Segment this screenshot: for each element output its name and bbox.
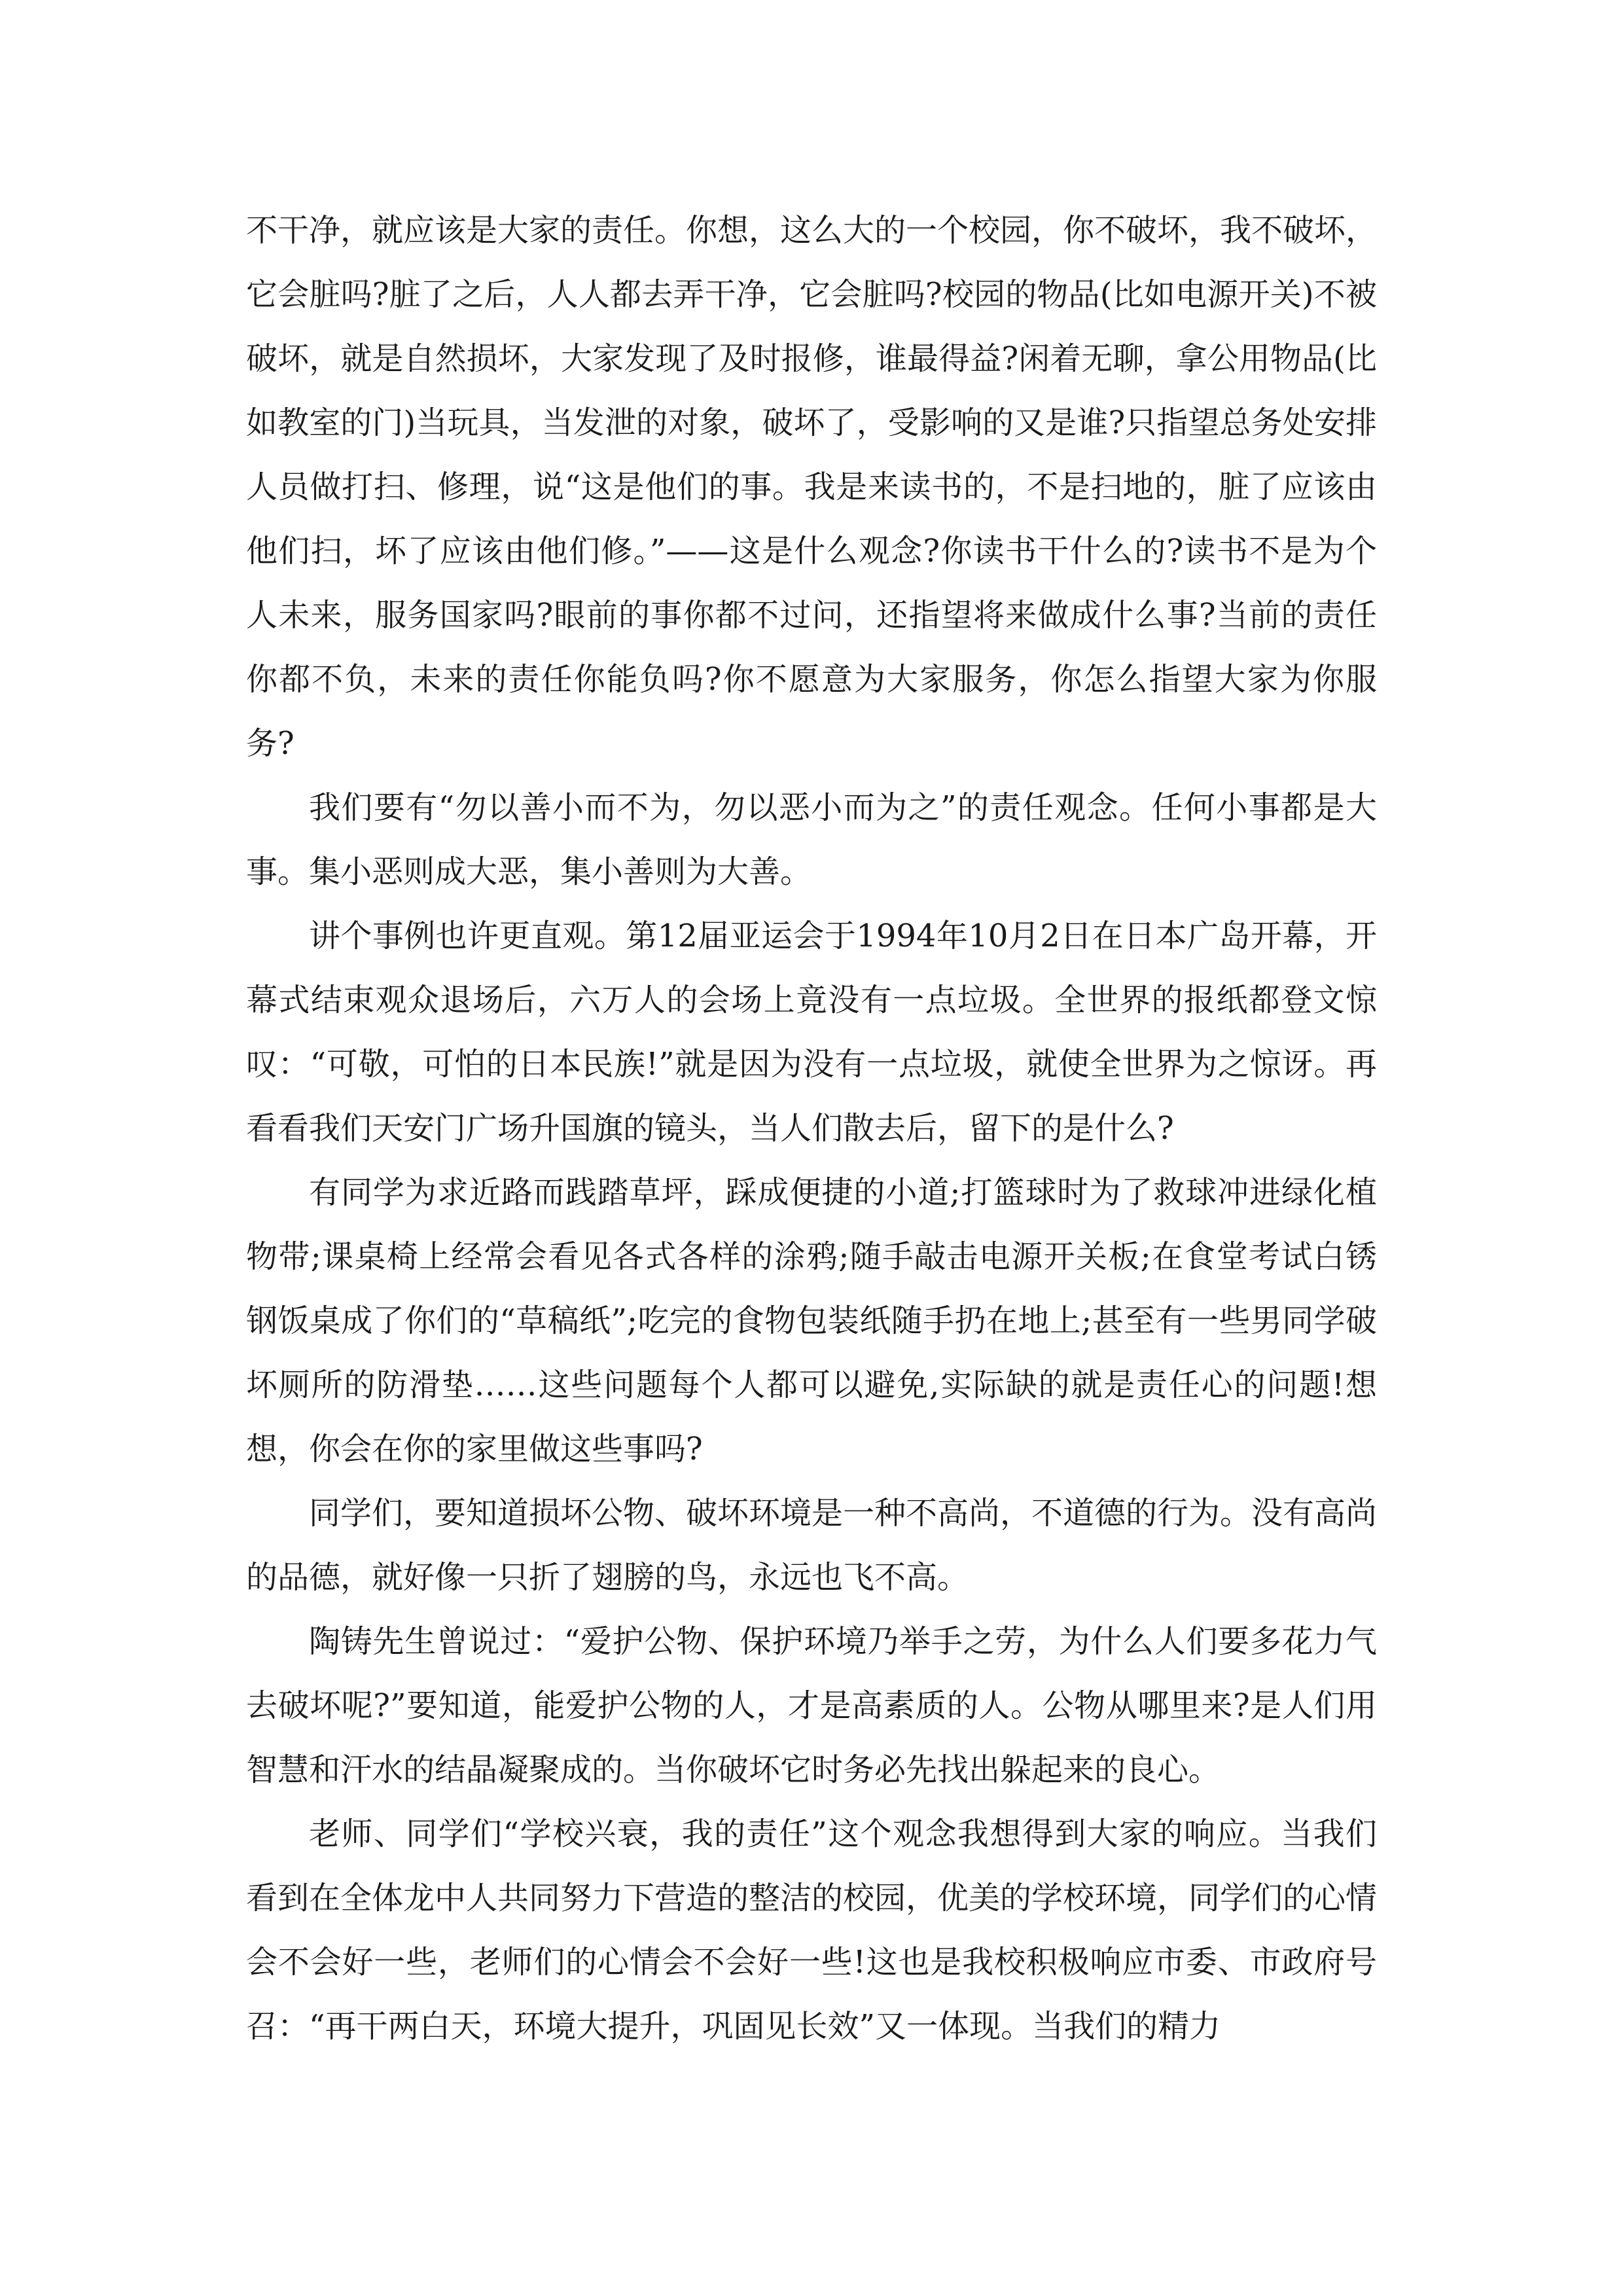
paragraph-2: 我们要有“勿以善小而不为，勿以恶小而为之”的责任观念。任何小事都是大事。集小恶则成大恶，集小善则为大善。 [246,789,1377,890]
paragraph-3: 讲个事例也许更直观。第12届亚运会于1994年10月2日在日本广岛开幕，开幕式结束观众退场后，六万人的会场上竟没有一点垃圾。全世界的报纸都登文惊叹：“可敬，可怕的日本民族!”就是因为没有一点垃圾，就使全世界为之惊讶。再看看我们天安门广场升国旗的镜头，当人们散去后，留下的是什么? [246,918,1377,1147]
paragraph-7: 老师、同学们“学校兴衰，我的责任”这个观念我想得到大家的响应。当我们看到在全体龙中人共同努力下营造的整洁的校园，优美的学校环境，同学们的心情会不会好一些，老师们的心情会不会好一些!这也是我校积极响应市委、市政府号召：“再干两白天，环境大提升，巩固见长效”又一体现。当我们的精力 [246,1816,1378,2045]
paragraph-1: 不干净，就应该是大家的责任。你想，这么大的一个校园，你不破坏，我不破坏，它会脏吗?脏了之后，人人都去弄干净，它会脏吗?校园的物品(比如电源开关)不被破坏，就是自然损坏，大家发现了及时报修，谁最得益?闲着无聊，拿公用物品(比如教室的门)当玩具，当发泄的对象，破坏了，受影响的又是谁?只指望总务处安排人员做打扫、修理，说“这是他们的事。我是来读书的，不是扫地的，脏了应该由他们扫，坏了应该由他们修。”——这是什么观念?你读书干什么的?读书不是为个人未来，服务国家吗?眼前的事你都不过问，还指望将来做成什么事?当前的责任你都不负，未来的责任你能负吗?你不愿意为大家服务，你怎么指望大家为你服务? [246,212,1378,762]
paragraph-5: 同学们，要知道损坏公物、破坏环境是一种不高尚，不道德的行为。没有高尚的品德，就好像一只折了翅膀的鸟，永远也飞不高。 [246,1495,1378,1596]
paragraph-6: 陶铸先生曾说过：“爱护公物、保护环境乃举手之劳，为什么人们要多花力气去破坏呢?”要知道，能爱护公物的人，才是高素质的人。公物从哪里来?是人们用智慧和汗水的结晶凝聚成的。当你破坏它时务必先找出躲起来的良心。 [246,1623,1377,1788]
paragraph-4: 有同学为求近路而践踏草坪，踩成便捷的小道;打篮球时为了救球冲进绿化植物带;课桌椅上经常会看见各式各样的涂鸦;随手敲击电源开关板;在食堂考试白锈钢饭桌成了你们的“草稿纸”;吃完的食物包装纸随手扔在地上;甚至有一些男同学破坏厕所的防滑垫……这些问题每个人都可以避免,实际缺的就是责任心的问题!想想，你会在你的家里做这些事吗? [246,1174,1377,1467]
document-body [246,198,1377,2058]
